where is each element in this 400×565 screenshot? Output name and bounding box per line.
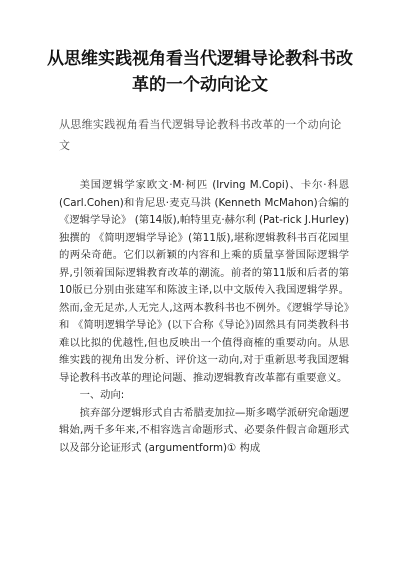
section-heading: 一、动向: bbox=[79, 389, 125, 401]
document-title: 从思维实践视角看当代逻辑导论教科书改革的一个动向论文 bbox=[47, 49, 353, 95]
document-subtitle: 从思维实践视角看当代逻辑导论教科书改革的一个动向论文 bbox=[59, 118, 342, 152]
body-paragraph: 摈弃部分逻辑形式自古希腊麦加拉—斯多噶学派研究命题逻辑始,两千多年来,不相容选言命题形式、必要条件假言命题形式以及部分论证形式 (argumentform)① 构成 bbox=[59, 406, 349, 454]
body-paragraph: 美国逻辑学家欧文·M·柯匹 (Irving M.Copi)、卡尔·科恩 (Carl.Cohen)和肯尼思·麦克马洪 (Kenneth McMahon)合编的 《逻辑学导论》 (第14版),帕特里克·赫尔利 (Pat-rick J.Hurley)独撰的 《简明逻辑学导论》(第11版),堪称逻辑教科书百花园里的两朵奇葩。它们以新颖的内容和上乘的质量享誉国际逻辑学界,引领着国际逻辑教育改革的潮流。前者的第11版和后者的第10版已分别由张建军和陈波主译,以中文版传入我国逻辑学界。然而,金无足赤,人无完人,这两本教科书也不例外。《逻辑学导论》和 《简明逻辑学导论》(以下合称《导论》)固然具有同类教科书难以比拟的优越性,但也反映出一个值得商榷的重要动向。从思维实践的视角出发分析、评价这一动向,对于重新思考我国逻辑导论教科书改革的理论问题、推动逻辑教育改革都有重要意义。 bbox=[59, 179, 349, 384]
document-body bbox=[59, 177, 349, 457]
